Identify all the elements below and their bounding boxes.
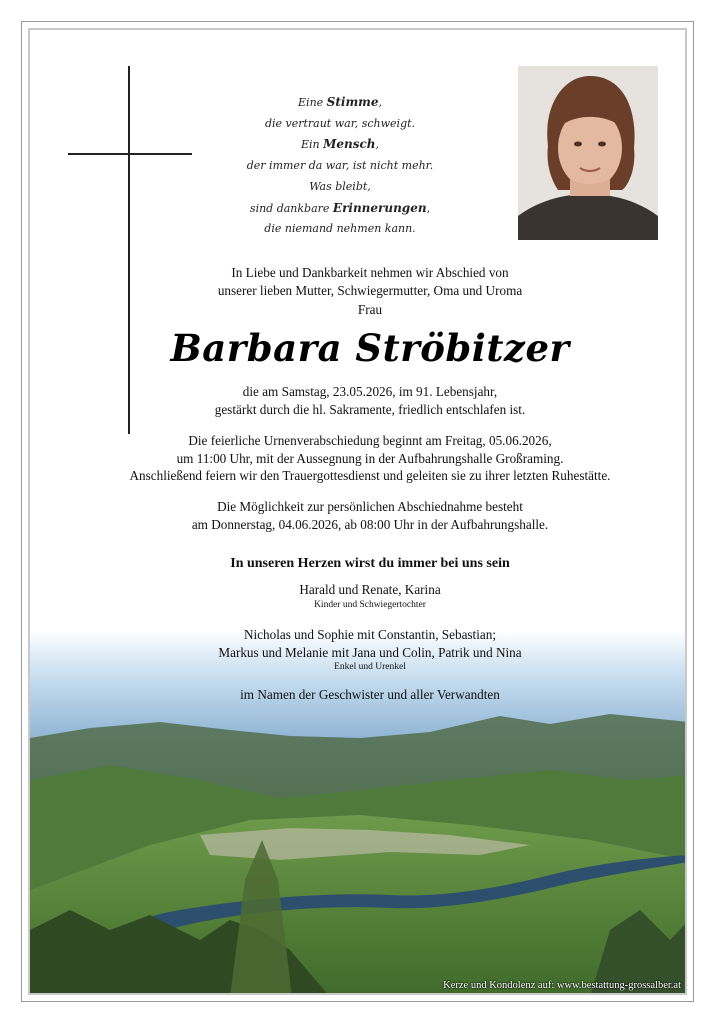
mourners-names: Markus und Melanie mit Jana und Colin, Patrik und Nina (218, 644, 522, 660)
salutation: Frau (357, 302, 383, 318)
poem-line: Ein Mensch, (300, 137, 380, 152)
notice-card (28, 28, 687, 995)
mourners-group-children (90, 581, 650, 611)
mourners-group-grandchildren (90, 626, 650, 673)
mourners-names: Harald und Renate, Karina (299, 582, 441, 597)
poem-line: Eine Stimme, (298, 95, 382, 109)
cross-horizontal-bar (68, 153, 192, 155)
death-notice (90, 383, 650, 418)
poem (220, 92, 460, 240)
poem-line: Was bleibt, (309, 179, 371, 193)
intro-text (90, 264, 650, 319)
ceremony-line: um 11:00 Uhr, mit der Aussegnung in der Aufbahrungshalle Großraming. (176, 450, 564, 466)
portrait-photo (518, 66, 658, 240)
farewell-line: am Donnerstag, 04.06.2026, ab 08:00 Uhr in der Aufbahrungshalle. (191, 516, 549, 532)
death-line: gestärkt durch die hl. Sakramente, friedlich entschlafen ist. (214, 401, 526, 417)
closing-line: im Namen der Geschwister und aller Verwandten (240, 687, 500, 702)
mourners-names: Nicholas und Sophie mit Constantin, Sebastian; (243, 627, 496, 642)
ceremony-line: Anschließend feiern wir den Trauergottesdienst und geleiten sie zu ihrer letzten Ruhestätte. (129, 468, 611, 484)
poem-line: der immer da war, ist nicht mehr. (246, 159, 434, 173)
mourners-role: Enkel und Urenkel (334, 662, 406, 673)
deceased-name: Barbara Ströbitzer (170, 326, 570, 370)
poem-line: die niemand nehmen kann. (264, 222, 416, 236)
ceremony-info (90, 432, 650, 485)
intro-line: In Liebe und Dankbarkeit nehmen wir Abschied von (231, 265, 509, 280)
intro-line: unserer lieben Mutter, Schwiegermutter, Oma und Uroma (217, 282, 523, 298)
farewell-info (90, 498, 650, 533)
poem-line: die vertraut war, schweigt. (264, 116, 416, 130)
death-line: die am Samstag, 23.05.2026, im 91. Lebensjahr, (242, 384, 498, 399)
ceremony-line: Die feierliche Urnenverabschiedung beginnt am Freitag, 05.06.2026, (188, 433, 552, 448)
mourners-role: Kinder und Schwiegertochter (314, 599, 426, 610)
poem-line: sind dankbare Erinnerungen, (249, 200, 431, 215)
condolence-link[interactable]: Kerze und Kondolenz auf: www.bestattung-grossalber.at (443, 980, 681, 991)
landscape-image (30, 630, 687, 995)
farewell-line: Die Möglichkeit zur persönlichen Abschiednahme besteht (217, 499, 523, 514)
memorial-heading: In unseren Herzen wirst du immer bei uns sein (230, 556, 510, 571)
cross-vertical-bar (128, 66, 130, 434)
